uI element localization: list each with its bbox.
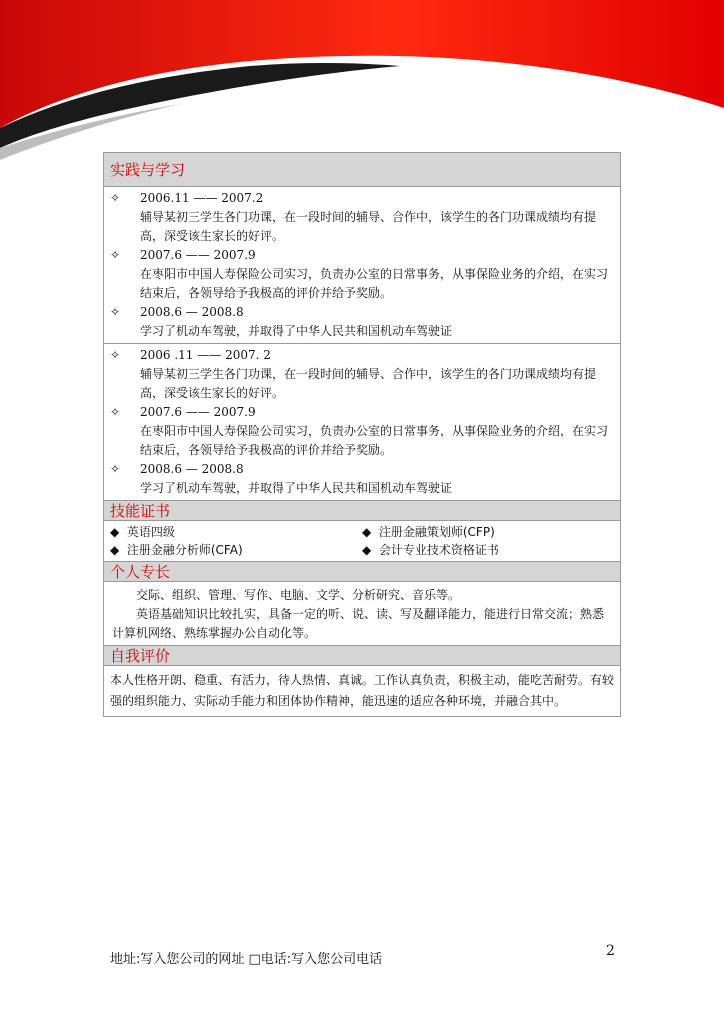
diamond-outline-icon: ✧ <box>110 348 121 362</box>
practice-entry <box>110 246 620 303</box>
diamond-outline-icon: ✧ <box>110 462 121 476</box>
practice-entry <box>110 346 620 403</box>
header-banner-graphic <box>0 0 724 160</box>
diamond-filled-icon: ◆ <box>362 543 372 557</box>
diamond-outline-icon: ✧ <box>110 248 121 262</box>
entry-description: 学习了机动车驾驶，并取得了中华人民共和国机动车驾驶证 <box>140 481 453 495</box>
entry-description: 辅导某初三学生各门功课，在一段时间的辅导、合作中，该学生的各门功课成绩均有提高，深受该生家长的好评。 <box>140 367 597 400</box>
resume-table <box>103 152 621 717</box>
diamond-filled-icon: ◆ <box>362 525 372 539</box>
footer-contact: 地址:写入您公司的网址 □电话:写入您公司电话 <box>110 952 383 967</box>
skill-item: ◆ 注册金融分析师(CFA) <box>110 543 243 557</box>
personal-strengths <box>104 582 620 646</box>
self-evaluation <box>104 666 620 716</box>
entry-date: 2006 .11 —— 2007. 2 <box>140 348 271 362</box>
entry-date: 2006.11 —— 2007.2 <box>140 191 264 205</box>
self-eval-header: 自我评价 <box>104 646 620 666</box>
entry-description: 在枣阳市中国人寿保险公司实习，负责办公室的日常事务，从事保险业务的介绍，在实习结束后，各领导给予我极高的评价并给予奖励。 <box>140 267 609 300</box>
practice-group-2 <box>104 344 620 501</box>
skills-header: 技能证书 <box>104 501 620 521</box>
diamond-outline-icon: ✧ <box>110 191 121 205</box>
entry-date: 2008.6 — 2008.8 <box>140 305 244 319</box>
practice-entry <box>110 303 620 341</box>
practice-entry <box>110 460 620 498</box>
entry-date: 2007.6 —— 2007.9 <box>140 248 256 262</box>
personal-header: 个人专长 <box>104 562 620 582</box>
entry-date: 2007.6 —— 2007.9 <box>140 405 256 419</box>
practice-entry <box>110 189 620 246</box>
diamond-filled-icon: ◆ <box>110 543 120 557</box>
practice-entry <box>110 403 620 460</box>
strength-paragraph: 交际、组织、管理、写作、电脑、文学、分析研究、音乐等。 <box>136 588 461 602</box>
diamond-filled-icon: ◆ <box>110 525 120 539</box>
page-number: 2 <box>606 943 615 959</box>
entry-date: 2008.6 — 2008.8 <box>140 462 244 476</box>
practice-header: 实践与学习 <box>104 153 620 187</box>
skill-item: ◆ 英语四级 <box>110 525 175 539</box>
self-eval-text: 本人性格开朗、稳重、有活力，待人热情、真诚。工作认真负责，积极主动，能吃苦耐劳。有较强的组织能力、实际动手能力和团体协作精神，能迅速的适应各种环境，并融合其中。 <box>110 673 615 708</box>
entry-description: 学习了机动车驾驶，并取得了中华人民共和国机动车驾驶证 <box>140 324 453 338</box>
practice-group-1 <box>104 187 620 344</box>
diamond-outline-icon: ✧ <box>110 305 121 319</box>
skill-item: ◆ 注册金融策划师(CFP) <box>362 525 495 539</box>
entry-description: 辅导某初三学生各门功课，在一段时间的辅导、合作中，该学生的各门功课成绩均有提高，深受该生家长的好评。 <box>140 210 597 243</box>
skill-item: ◆ 会计专业技术资格证书 <box>362 543 499 557</box>
diamond-outline-icon: ✧ <box>110 405 121 419</box>
entry-description: 在枣阳市中国人寿保险公司实习，负责办公室的日常事务，从事保险业务的介绍，在实习结束后，各领导给予我极高的评价并给予奖励。 <box>140 424 609 457</box>
strength-paragraph: 英语基础知识比较扎实，具备一定的听、说、读、写及翻译能力，能进行日常交流；熟悉计算机网络、熟练掌握办公自动化等。 <box>112 607 605 640</box>
skills-list <box>104 521 620 562</box>
